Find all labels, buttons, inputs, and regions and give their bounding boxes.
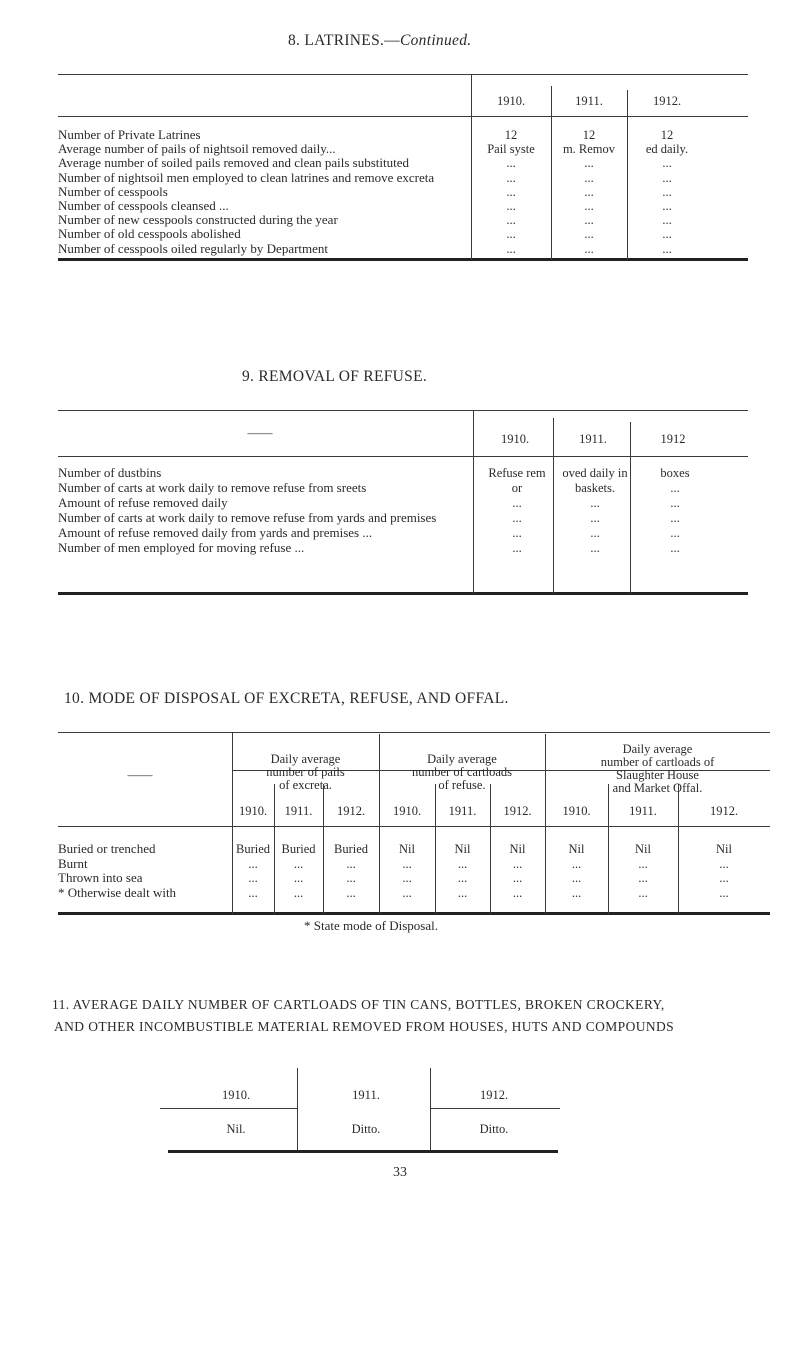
group-header: number of cartloads of [600,755,715,769]
value-cell: ... [571,885,582,900]
value-cell: ... [506,184,516,199]
value-cell: Nil [509,842,526,856]
year-header: 1910. [392,804,422,818]
value-cell: ... [457,885,468,900]
value-cell: ... [590,541,600,555]
section-10-title: 10. MODE OF DISPOSAL OF EXCRETA, REFUSE, AND OFFAL. [64,690,509,707]
group-header: number of pails [266,765,345,779]
value-cell: ... [346,871,356,885]
year-header: 1911. [448,804,477,818]
value-cell: ... [584,156,594,171]
row-label: Average number of soiled pails removed and clean pails substituted [58,155,410,171]
value-cell: Ditto. [351,1122,381,1136]
year-header: 1912. [479,1088,509,1102]
value-cell: ... [584,170,594,185]
row-label: Number of dustbins [58,465,162,480]
row-label: Number of new cesspools constructed during the year [58,212,338,228]
year-header: 1911. [352,1088,380,1102]
row-label: Thrown into sea [58,870,143,885]
value-cell: ... [638,871,648,885]
year-header: 1910. [496,94,526,108]
value-cell: 12 [582,128,596,142]
value-cell: baskets. [575,481,615,495]
group-header: of excreta. [279,778,332,792]
group-header: Daily average [427,752,497,766]
column-divider [297,1068,298,1152]
value-cell: ... [512,856,523,871]
section-8-title-continued: Continued. [399,32,472,49]
value-cell: ... [719,871,729,885]
value-cell: ... [346,856,356,871]
section-11-title-line-2: AND OTHER INCOMBUSTIBLE MATERIAL REMOVED FROM HOUSES, HUTS AND COMPOUNDS [54,1019,675,1034]
value-cell: ... [506,227,516,242]
value-cell: ... [670,511,680,525]
value-cell: m. Remov [562,142,616,157]
value-cell: Nil [399,842,415,856]
value-cell: ... [571,856,582,871]
year-header: 1910. [500,432,530,446]
value-cell: Buried [235,842,271,856]
value-cell: ... [293,885,304,900]
column-divider [430,1068,431,1152]
row-label: Number of cesspools oiled regularly by Department [58,240,329,256]
value-cell: ed daily. [645,142,689,157]
row-label: Number of nightsoil men employed to clean latrines and remove excreta [58,169,435,185]
value-cell: ... [293,856,304,871]
value-cell: ... [662,241,672,256]
value-cell: ... [248,856,258,871]
value-cell: Nil [635,842,651,856]
value-cell: ... [506,199,516,213]
value-cell: ... [506,170,516,185]
value-cell: ... [584,184,594,199]
value-cell: ... [512,526,522,540]
year-header: 1911. [284,804,313,818]
value-cell: ... [670,496,680,510]
value-cell: ... [506,213,516,228]
value-cell: ... [512,541,522,555]
year-header: 1912. [336,804,366,818]
row-label: Amount of refuse removed daily [58,495,228,510]
value-cell: ... [719,885,729,900]
value-cell: Nil [568,842,585,856]
row-label: * Otherwise dealt with [58,884,177,900]
value-cell: ... [402,871,412,885]
value-cell: ... [584,213,594,228]
year-header: 1912. [652,94,682,108]
value-cell: ... [512,496,522,510]
section-8-title-main: 8. LATRINES.— [288,32,400,49]
value-cell: ... [506,241,516,256]
value-cell: ... [512,885,523,900]
value-cell: ... [346,885,356,900]
table-bottom-rule [168,1150,558,1153]
group-header: Daily average [270,752,341,766]
value-cell: ... [584,199,594,213]
year-header: 1912 [660,432,686,446]
value-cell: Nil. [226,1122,246,1136]
year-header: 1911. [579,432,607,446]
year-header: 1912. [503,804,532,818]
value-cell: Nil [454,842,471,856]
value-cell: ... [590,496,600,510]
row-label: Burnt [58,855,88,871]
group-header: Slaughter House [616,768,699,782]
row-label: Average number of pails of nightsoil removed daily... [58,141,336,157]
row-label: Number of carts at work daily to remove refuse from sreets [58,480,367,495]
row-label: Number of old cesspools abolished [58,226,241,242]
value-cell: ... [670,481,680,495]
row-label: Buried or trenched [58,841,156,856]
value-cell: ... [670,526,680,540]
value-cell: ... [638,856,648,871]
value-cell: ... [719,856,729,871]
value-cell: ... [512,511,522,525]
value-cell: Refuse rem [488,466,546,480]
value-cell: ... [590,511,600,525]
value-cell: ... [571,871,582,885]
value-cell: ... [248,885,258,900]
table-corner-dash: —— [247,426,273,440]
value-cell: ... [457,871,468,885]
value-cell: ... [662,227,672,242]
year-header: 1910. [562,804,591,818]
value-cell: ... [638,885,648,900]
value-cell: ... [662,170,672,185]
value-cell: ... [590,526,600,540]
row-label: Number of Private Latrines [58,127,201,142]
value-cell: ... [402,856,412,871]
row-label: Number of cesspools cleansed ... [58,198,229,213]
value-cell: ... [506,156,516,171]
group-header: number of cartloads [412,765,512,779]
row-label: Amount of refuse removed daily from yards and premises ... [58,525,373,540]
value-cell: 12 [660,128,674,142]
value-cell: ... [293,871,304,885]
group-header: of refuse. [438,778,486,792]
value-cell: ... [512,871,523,885]
value-cell: ... [248,871,258,885]
value-cell: Buried [281,842,316,856]
section-11-title-line-1: 11. AVERAGE DAILY NUMBER OF CARTLOADS OF TIN CANS, BOTTLES, BROKEN CROCKERY, [52,997,665,1012]
value-cell: ... [662,213,672,228]
value-cell: Buried [333,842,369,856]
year-header: 1911. [629,804,657,818]
value-cell: or [511,481,523,495]
value-cell: ... [457,856,468,871]
year-header: 1911. [575,94,603,108]
value-cell: ... [662,184,672,199]
footnote: * State mode of Disposal. [304,918,438,933]
row-label: Number of men employed for moving refuse ... [58,540,305,555]
value-cell: ... [584,227,594,242]
row-label: Number of cesspools [58,183,168,199]
table-corner-dash: —— [127,768,153,782]
value-cell: boxes [660,466,690,480]
value-cell: ... [662,199,672,213]
value-cell: Pail syste [487,142,535,157]
value-cell: ... [662,156,672,171]
value-cell: Nil [716,842,732,856]
section-9-title: 9. REMOVAL OF REFUSE. [242,368,428,385]
year-header: 1910. [221,1088,251,1102]
year-header: 1910. [238,804,268,818]
value-cell: oved daily in [562,466,628,480]
year-header: 1912. [709,804,739,818]
value-cell: ... [584,241,594,256]
table-header-rule [160,1108,297,1109]
group-header: and Market Offal. [612,781,703,795]
value-cell: 12 [504,128,518,142]
value-cell: ... [670,541,680,555]
table-header-rule [430,1108,560,1109]
row-label: Number of carts at work daily to remove refuse from yards and premises [58,510,437,525]
value-cell: ... [402,885,412,900]
group-header: Daily average [622,742,693,756]
value-cell: Ditto. [479,1122,509,1136]
page-number: 33 [393,1165,407,1180]
